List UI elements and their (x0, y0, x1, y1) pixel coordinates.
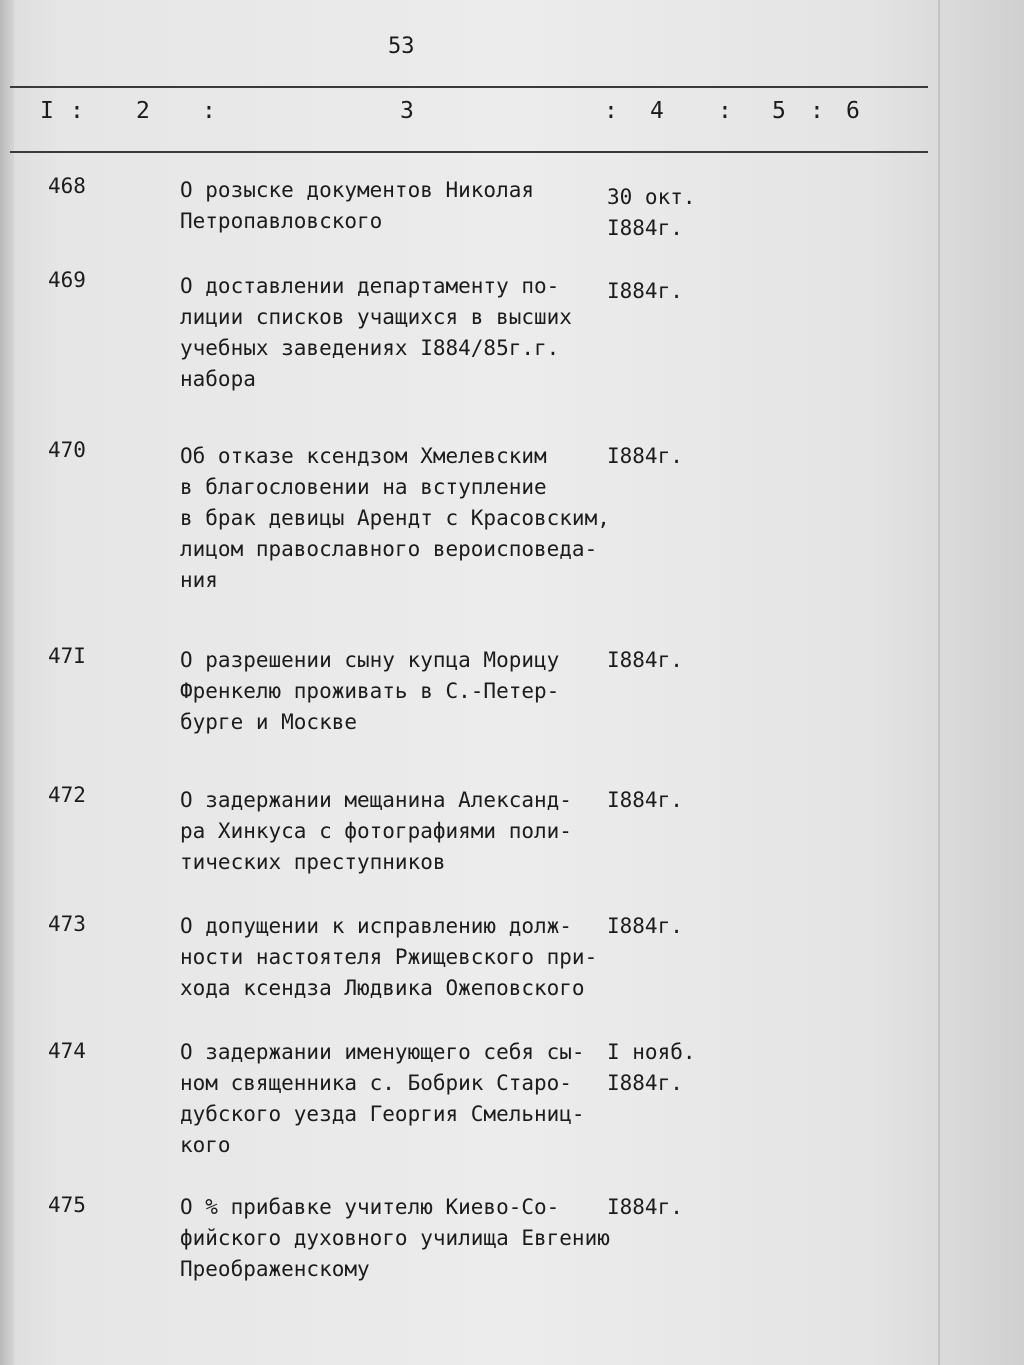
column-4-number: 4 (650, 98, 664, 124)
column-1-number: I (40, 98, 54, 124)
entry-text: О допущении к исправлению долж- ности настоятеля Ржищевского при- хода ксендза Людвика Ожеповского (180, 914, 598, 1000)
entry-number: 473 (48, 912, 86, 936)
entry-number: 47I (48, 644, 86, 668)
entry-date: I884г. (607, 648, 683, 672)
column-2-number: 2 (136, 98, 150, 124)
entry-text: О разрешении сыну купца Морицу Френкелю проживать в С.-Петер- бурге и Москве (180, 648, 560, 734)
entry-date: I нояб. I884г. (607, 1040, 696, 1095)
entry-date: I884г. (607, 444, 683, 468)
page-binding-edge (0, 0, 14, 1365)
entry-text: О доставлении департаменту по- лиции списков учащихся в высших учебных заведениях I884/85г.г. набора (180, 274, 572, 391)
header-top-rule (10, 86, 928, 88)
entry-number: 469 (48, 268, 86, 292)
entry-date: I884г. (607, 914, 683, 938)
entry-number: 470 (48, 438, 86, 462)
entry-date: I884г. (607, 1195, 683, 1219)
entry-number: 468 (48, 174, 86, 198)
column-separator: : (718, 98, 732, 124)
entry-text: О задержании мещанина Александ- ра Хинкуса с фотографиями поли- тических преступников (180, 788, 572, 874)
entry-text: О розыске документов Николая Петропавловского (180, 178, 535, 233)
entry-number: 475 (48, 1193, 86, 1217)
entry-date: I884г. (607, 788, 683, 812)
entry-number: 474 (48, 1039, 86, 1063)
column-separator: : (810, 98, 824, 124)
entry-text: О задержании именующего себя сы- ном священника с. Бобрик Старо- дубского уезда Георгия Смельниц- кого (180, 1040, 585, 1157)
entry-text: Об отказе ксендзом Хмелевским в благословении на вступление в брак девицы Арендт с Красовским, лицом православного вероисповеда- ния (180, 444, 610, 592)
column-5-number: 5 (772, 98, 786, 124)
column-separator: : (70, 98, 84, 124)
page-number: 53 (388, 34, 415, 59)
column-separator: : (604, 98, 618, 124)
column-6-number: 6 (846, 98, 860, 124)
entry-date: 30 окт. I884г. (607, 185, 696, 240)
entry-date: I884г. (607, 279, 683, 303)
column-3-number: 3 (400, 98, 414, 124)
entry-number: 472 (48, 783, 86, 807)
header-bottom-rule (10, 151, 928, 153)
page-right-edge (938, 0, 940, 1365)
entry-text: О % прибавке учителю Киево-Со- фийского духовного училища Евгению Преображенскому (180, 1195, 610, 1281)
column-separator: : (202, 98, 216, 124)
